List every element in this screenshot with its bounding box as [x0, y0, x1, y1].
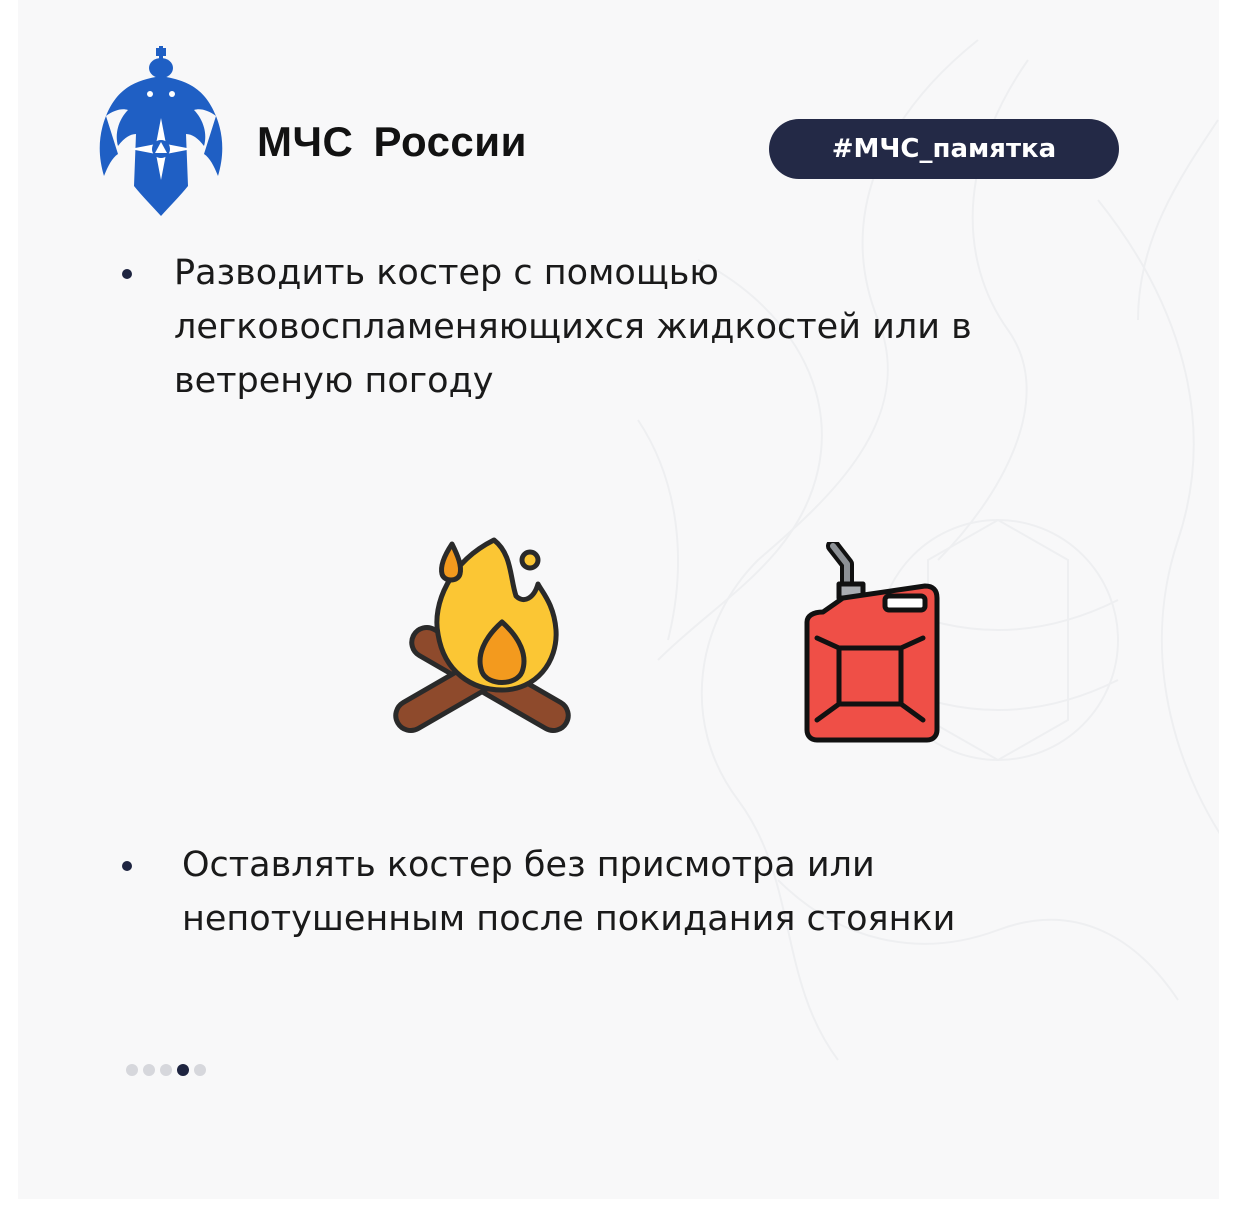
- slide-card: [18, 0, 1219, 1199]
- pager-dot-4-active[interactable]: [177, 1064, 189, 1076]
- brand-title: МЧС России: [257, 118, 527, 165]
- pager-dot-5[interactable]: [194, 1064, 206, 1076]
- bullet-text: Оставлять костер без присмотра или непотушенным после покидания стоянки: [182, 845, 956, 939]
- hashtag-badge: #МЧС_памятка: [769, 119, 1119, 179]
- bullet-text: Разводить костер с помощью легковоспламеняющихся жидкостей или в ветреную погоду: [174, 253, 972, 401]
- slide-pager[interactable]: [126, 1064, 206, 1076]
- pager-dot-1[interactable]: [126, 1064, 138, 1076]
- mchs-emblem-logo: [98, 46, 224, 218]
- campfire-icon: [392, 534, 572, 749]
- bullet-marker: [122, 269, 132, 279]
- fuel-canister-icon: [803, 542, 943, 744]
- bullet-item-1: [122, 246, 1074, 408]
- bullet-marker: [122, 861, 132, 871]
- bullet-item-2: [122, 838, 1082, 946]
- pager-dot-2[interactable]: [143, 1064, 155, 1076]
- pager-dot-3[interactable]: [160, 1064, 172, 1076]
